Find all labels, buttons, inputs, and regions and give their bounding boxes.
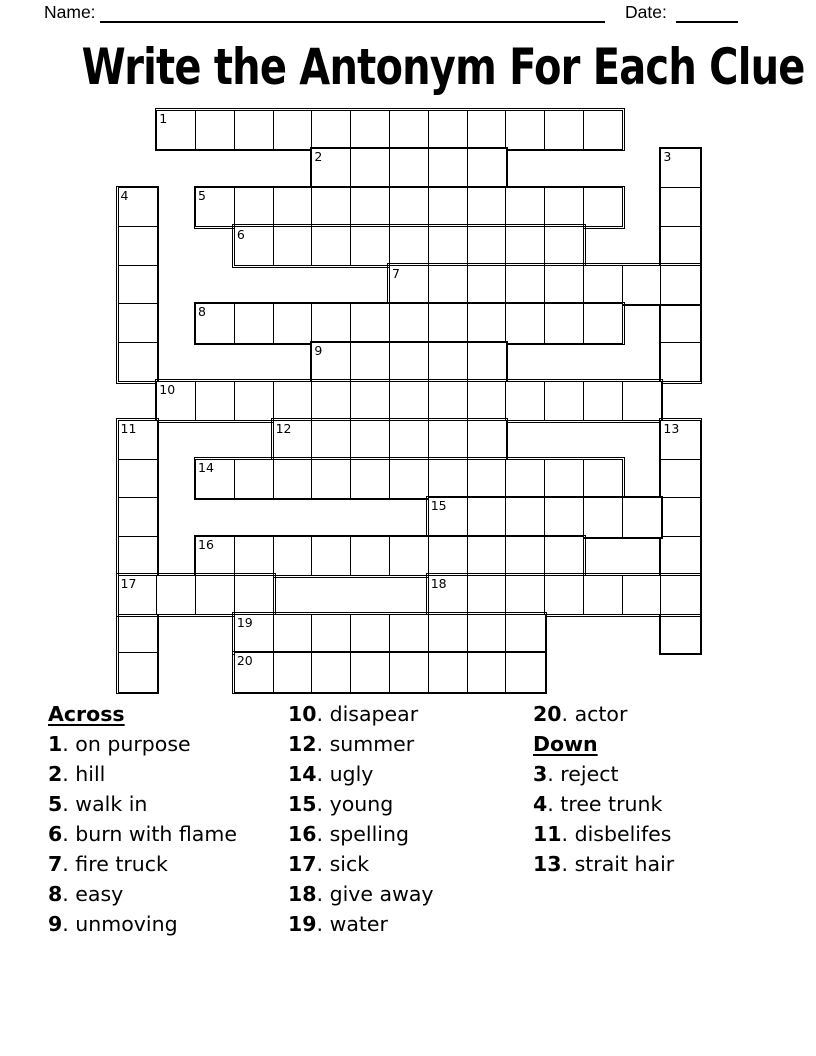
clue-item-number: 20 — [533, 702, 562, 726]
clue-item-number: 2 — [48, 762, 63, 786]
clue-column-2 — [288, 699, 434, 939]
clue-number: 4 — [120, 188, 129, 204]
clue-item-number: 7 — [48, 852, 63, 876]
clue-item-number: 13 — [533, 852, 562, 876]
clue-item: 7. fire truck — [48, 852, 168, 876]
clue-item: 13. strait hair — [533, 852, 675, 876]
clue-item: 1. on purpose — [48, 732, 191, 756]
clue-number: 9 — [314, 343, 323, 359]
clue-number: 16 — [198, 537, 214, 553]
clue-item: 8. easy — [48, 882, 124, 906]
clue-item: 4. tree trunk — [533, 792, 663, 816]
clue-item-number: 5 — [48, 792, 63, 816]
clue-list-header — [48, 699, 237, 729]
clue-number: 2 — [314, 149, 323, 165]
clue-number: 15 — [430, 498, 447, 514]
clue-item-number: 11 — [533, 822, 562, 846]
clue-item: 6. burn with flame — [48, 822, 237, 846]
clue-column-1 — [48, 699, 237, 939]
clue-number: 13 — [663, 420, 680, 436]
clue-item: 5. walk in — [48, 792, 148, 816]
clue-number: 20 — [236, 653, 253, 669]
clue-item: 11. disbelifes — [533, 822, 672, 846]
clue-item-number: 12 — [288, 732, 317, 756]
clue-list-header — [533, 729, 674, 759]
name-label: Name: — [44, 2, 96, 22]
clue-item: 3. reject — [533, 762, 619, 786]
clue-item: 10. disapear — [288, 702, 419, 726]
clue-list-header-text: Down — [533, 732, 598, 756]
clue-item: 16. spelling — [288, 822, 409, 846]
clue-item-number: 16 — [288, 822, 317, 846]
clue-item-number: 3 — [533, 762, 548, 786]
clue-item-number: 18 — [288, 882, 317, 906]
date-label: Date: — [625, 2, 667, 22]
clue-item: 17. sick — [288, 852, 370, 876]
clue-item-number: 19 — [288, 912, 317, 936]
clue-number: 19 — [236, 614, 253, 630]
clue-item-number: 9 — [48, 912, 63, 936]
clue-number: 5 — [198, 188, 206, 204]
clue-column-3 — [533, 699, 674, 879]
clue-item: 15. young — [288, 792, 394, 816]
clue-item-number: 15 — [288, 792, 317, 816]
clue-item: 9. unmoving — [48, 912, 178, 936]
clue-item-number: 1 — [48, 732, 63, 756]
clue-item: 2. hill — [48, 762, 106, 786]
clue-number: 10 — [159, 381, 176, 397]
clue-item: 20. actor — [533, 702, 628, 726]
clue-number: 14 — [198, 459, 214, 475]
clue-list-header-text: Across — [48, 702, 125, 726]
clue-number: 17 — [120, 575, 137, 591]
clue-number: 7 — [391, 265, 400, 281]
clue-item-number: 6 — [48, 822, 63, 846]
clue-number: 8 — [198, 304, 206, 320]
clue-item-number: 10 — [288, 702, 317, 726]
clue-item: 12. summer — [288, 732, 415, 756]
clue-item: 18. give away — [288, 882, 434, 906]
clue-number: 6 — [236, 226, 245, 242]
worksheet-title: Write the Antonym For Each Clue — [81, 38, 805, 96]
clue-number: 11 — [120, 420, 137, 436]
clue-item-number: 17 — [288, 852, 317, 876]
clue-item: 19. water — [288, 912, 388, 936]
clue-number: 3 — [663, 149, 672, 165]
clue-item-number: 8 — [48, 882, 63, 906]
clue-item: 14. ugly — [288, 762, 374, 786]
clue-item-number: 14 — [288, 762, 317, 786]
clue-number: 12 — [275, 420, 292, 436]
clue-number: 18 — [430, 575, 447, 591]
clue-number: 1 — [159, 110, 168, 126]
clue-item-number: 4 — [533, 792, 548, 816]
